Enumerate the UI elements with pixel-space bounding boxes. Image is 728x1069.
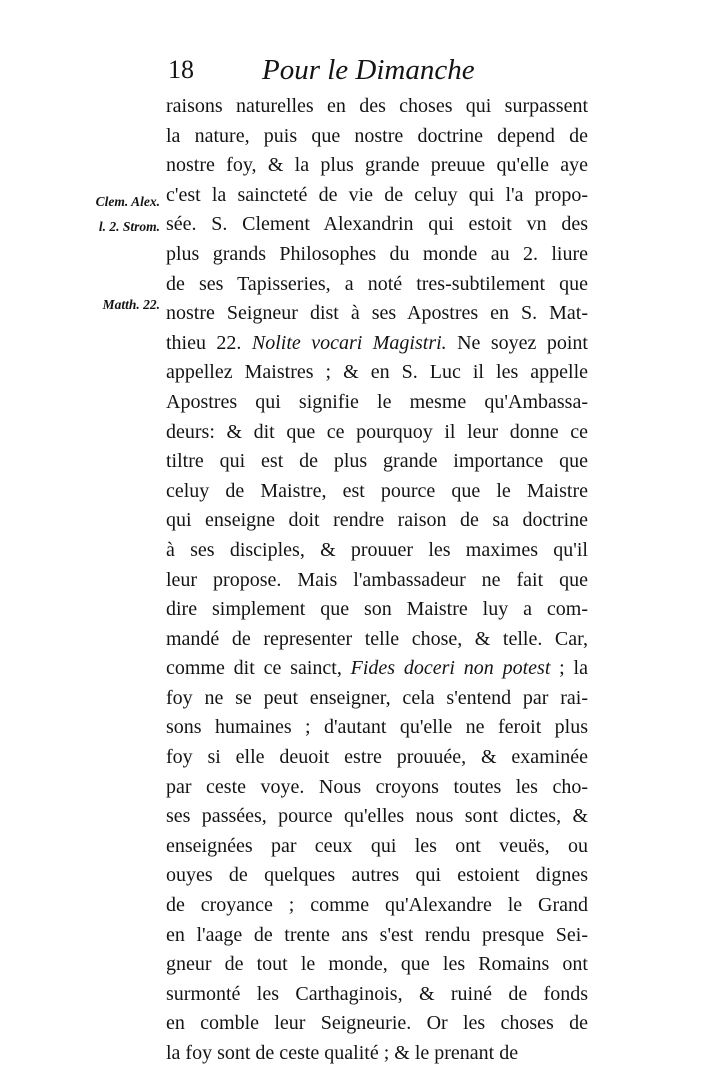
text-line: c'est la saincteté de vie de celuy qui l'a propo- <box>166 183 588 206</box>
text-line: à ses disciples, & prouuer les maximes qu'il <box>166 538 588 561</box>
text-line: nostre Seigneur dist à ses Apostres en S. Mat- <box>166 302 588 325</box>
text-line: la foy sont de ceste qualité ; & le prenant de <box>166 1042 519 1064</box>
text-line: nostre foy, & la plus grande preuue qu'elle aye <box>166 154 588 177</box>
text-line: comme dit ce sainct, Fides doceri non potest ; la <box>166 657 588 680</box>
text-line: de croyance ; comme qu'Alexandre le Grand <box>166 894 588 917</box>
page-header <box>168 52 588 88</box>
latin-quotation: Fides doceri non potest <box>350 657 551 680</box>
text-line: enseignées par ceux qui les ont veuës, ou <box>166 834 588 857</box>
text-line: gneur de tout le monde, que les Romains ont <box>166 953 588 976</box>
text-line: tiltre qui est de plus grande importance que <box>166 450 588 473</box>
text-line: sons humaines ; d'autant qu'elle ne feroit plus <box>166 716 588 739</box>
text-line: Apostres qui signifie le mesme qu'Ambassa- <box>166 390 588 413</box>
text-line: surmonté les Carthaginois, & ruiné de fonds <box>166 982 588 1005</box>
running-title: Pour le Dimanche <box>262 54 475 86</box>
text-line: la nature, puis que nostre doctrine depend de <box>166 124 588 147</box>
text-line: thieu 22. Nolite vocari Magistri. Ne soyez point <box>166 331 588 354</box>
text-line: en l'aage de trente ans s'est rendu presque Sei- <box>166 923 588 946</box>
text-line: sée. S. Clement Alexandrin qui estoit vn des <box>166 213 588 236</box>
body-text <box>166 92 588 1069</box>
text-line: dire simplement que son Maistre luy a com- <box>166 598 588 621</box>
text-line: mandé de representer telle chose, & telle. Car, <box>166 627 588 650</box>
text-line: appellez Maistres ; & en S. Luc il les appelle <box>166 361 588 384</box>
text-line: foy si elle deuoit estre prouuée, & examinée <box>166 746 588 769</box>
text-line: ouyes de quelques autres qui estoient dignes <box>166 864 588 887</box>
text-line: qui enseigne doit rendre raison de sa doctrine <box>166 509 588 532</box>
text-line: celuy de Maistre, est pource que le Maistre <box>166 479 588 502</box>
margin-note-clem-alex: Clem. Alex. <box>95 194 160 209</box>
text-line: deurs: & dit que ce pourquoy il leur donne ce <box>166 420 588 443</box>
text-line: leur propose. Mais l'ambassadeur ne fait que <box>166 568 588 591</box>
latin-quotation: Nolite vocari Magistri. <box>251 331 447 354</box>
text-line: ses passées, pource qu'elles nous sont dictes, & <box>166 805 588 828</box>
margin-note-strom: l. 2. Strom. <box>98 219 160 234</box>
text-line: foy ne se peut enseigner, cela s'entend par rai- <box>166 686 588 709</box>
text-line: raisons naturelles en des choses qui surpassent <box>166 95 588 117</box>
text-line: plus grands Philosophes du monde au 2. liure <box>166 242 588 265</box>
text-line: en comble leur Seigneurie. Or les choses de <box>166 1012 588 1035</box>
page-number: 18 <box>168 55 194 84</box>
text-line: de ses Tapisseries, a noté tres-subtilement que <box>166 272 588 295</box>
margin-note-matth: Matth. 22. <box>102 297 160 312</box>
text-line: par ceste voye. Nous croyons toutes les cho- <box>166 775 588 798</box>
